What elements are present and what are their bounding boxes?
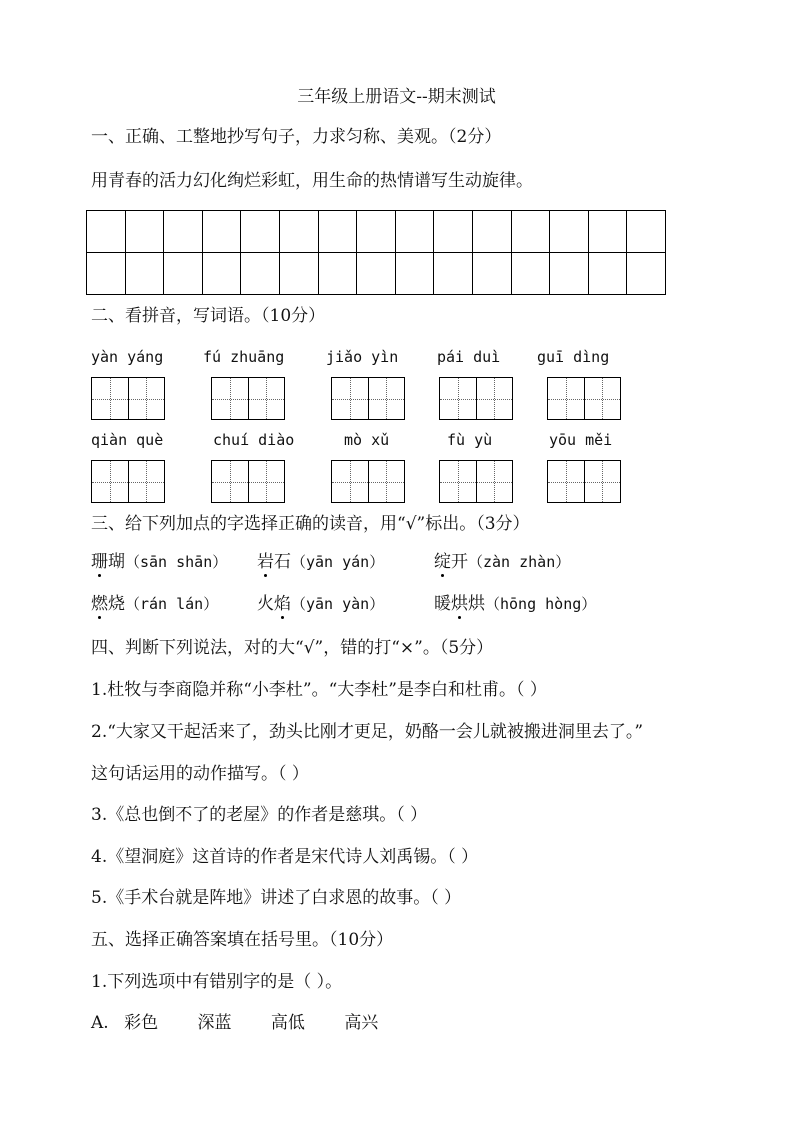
tianzi-box[interactable] xyxy=(91,460,165,503)
pinyin-label: yōu měi xyxy=(549,431,613,449)
tianzi-box[interactable] xyxy=(211,460,285,503)
char-cell[interactable] xyxy=(440,378,477,419)
tianzi-box[interactable] xyxy=(547,377,621,420)
word-post: 烧 xyxy=(108,594,125,614)
pinyin-label: mò xǔ xyxy=(344,431,390,449)
dotted-char: 燃 xyxy=(91,594,108,614)
reading-item xyxy=(434,594,596,614)
char-cell[interactable] xyxy=(249,378,285,419)
tianzi-box[interactable] xyxy=(439,460,513,503)
char-cell[interactable] xyxy=(332,378,369,419)
char-cell[interactable] xyxy=(440,461,477,502)
char-cell[interactable] xyxy=(332,461,369,502)
section-4-heading: 四、判断下列说法，对的大“√”，错的打“×”。（5分） xyxy=(91,638,494,658)
reading-item xyxy=(257,552,384,572)
tianzi-box[interactable] xyxy=(331,460,405,503)
char-cell[interactable] xyxy=(212,378,249,419)
reading-item xyxy=(91,552,227,572)
reading-item xyxy=(257,594,384,614)
char-cell[interactable] xyxy=(369,378,405,419)
writing-grid[interactable] xyxy=(86,210,666,295)
char-cell[interactable] xyxy=(129,378,165,419)
char-cell[interactable] xyxy=(92,378,129,419)
option-a xyxy=(91,1013,378,1033)
word-post: 烘 xyxy=(468,594,485,614)
dotted-char: 绽 xyxy=(434,552,451,572)
dotted-char: 岩 xyxy=(257,552,274,572)
char-cell[interactable] xyxy=(548,378,585,419)
tianzi-box[interactable] xyxy=(331,377,405,420)
option-word: 深蓝 xyxy=(197,1013,232,1033)
copy-sentence: 用青春的活力幻化绚烂彩虹，用生命的热情谱写生动旋律。 xyxy=(91,171,533,191)
dotted-char: 珊 xyxy=(91,552,108,572)
question-1: 1.下列选项中有错别字的是（ ）。 xyxy=(91,972,343,992)
pinyin-label: fù yù xyxy=(447,431,493,449)
judge-item: 4.《望洞庭》这首诗的作者是宋代诗人刘禹锡。（ ） xyxy=(91,847,479,867)
char-cell[interactable] xyxy=(477,461,513,502)
reading-options[interactable]: （hōng hòng） xyxy=(485,595,597,613)
word-pre: 火 xyxy=(257,594,274,614)
pinyin-label: yàn yáng xyxy=(91,348,164,366)
judge-item: 这句话运用的动作描写。（ ） xyxy=(91,764,309,784)
char-cell[interactable] xyxy=(585,378,621,419)
char-cell[interactable] xyxy=(477,378,513,419)
char-cell[interactable] xyxy=(212,461,249,502)
section-2-heading: 二、看拼音，写词语。（10分） xyxy=(91,306,326,326)
reading-options[interactable]: （yān yàn） xyxy=(291,595,385,613)
pinyin-label: qiàn què xyxy=(91,431,164,449)
judge-item: 3.《总也倒不了的老屋》的作者是慈琪。（ ） xyxy=(91,805,428,825)
judge-item: 2.“大家又干起活来了，劲头比刚才更足，奶酪一会儿就被搬进洞里去了。” xyxy=(91,722,644,742)
word-pre: 暖 xyxy=(434,594,451,614)
page-title: 三年级上册语文--期末测试 xyxy=(297,87,496,107)
reading-options[interactable]: （sān shān） xyxy=(125,553,228,571)
dotted-char: 焰 xyxy=(274,594,291,614)
char-cell[interactable] xyxy=(249,461,285,502)
word-post: 开 xyxy=(451,552,468,572)
word-post: 瑚 xyxy=(108,552,125,572)
section-3-heading: 三、给下列加点的字选择正确的读音，用“√”标出。（3分） xyxy=(91,514,530,534)
char-cell[interactable] xyxy=(369,461,405,502)
tianzi-box[interactable] xyxy=(547,460,621,503)
judge-item: 5.《手术台就是阵地》讲述了白求恩的故事。（ ） xyxy=(91,888,462,908)
option-word: 高兴 xyxy=(344,1013,379,1033)
pinyin-label: pái duì xyxy=(437,348,501,366)
option-label: A. xyxy=(91,1013,109,1033)
dotted-char: 烘 xyxy=(451,594,468,614)
pinyin-label: chuí diào xyxy=(213,431,295,449)
reading-options[interactable]: （rán lán） xyxy=(125,595,219,613)
char-cell[interactable] xyxy=(548,461,585,502)
tianzi-box[interactable] xyxy=(91,377,165,420)
pinyin-label: guī dìng xyxy=(537,348,610,366)
reading-item xyxy=(91,594,218,614)
judge-item: 1.杜牧与李商隐并称“小李杜”。“大李杜”是李白和杜甫。（ ） xyxy=(91,680,547,700)
option-word: 彩色 xyxy=(124,1013,159,1033)
char-cell[interactable] xyxy=(585,461,621,502)
reading-options[interactable]: （yān yán） xyxy=(291,553,385,571)
reading-options[interactable]: （zàn zhàn） xyxy=(468,553,571,571)
reading-item xyxy=(434,552,570,572)
tianzi-box[interactable] xyxy=(211,377,285,420)
char-cell[interactable] xyxy=(129,461,165,502)
pinyin-label: fú zhuāng xyxy=(203,348,285,366)
section-5-heading: 五、选择正确答案填在括号里。（10分） xyxy=(91,930,394,950)
word-post: 石 xyxy=(274,552,291,572)
tianzi-box[interactable] xyxy=(439,377,513,420)
char-cell[interactable] xyxy=(92,461,129,502)
section-1-heading: 一、正确、工整地抄写句子，力求匀称、美观。（2分） xyxy=(91,127,502,147)
pinyin-label: jiǎo yìn xyxy=(326,348,399,366)
option-word: 高低 xyxy=(270,1013,305,1033)
